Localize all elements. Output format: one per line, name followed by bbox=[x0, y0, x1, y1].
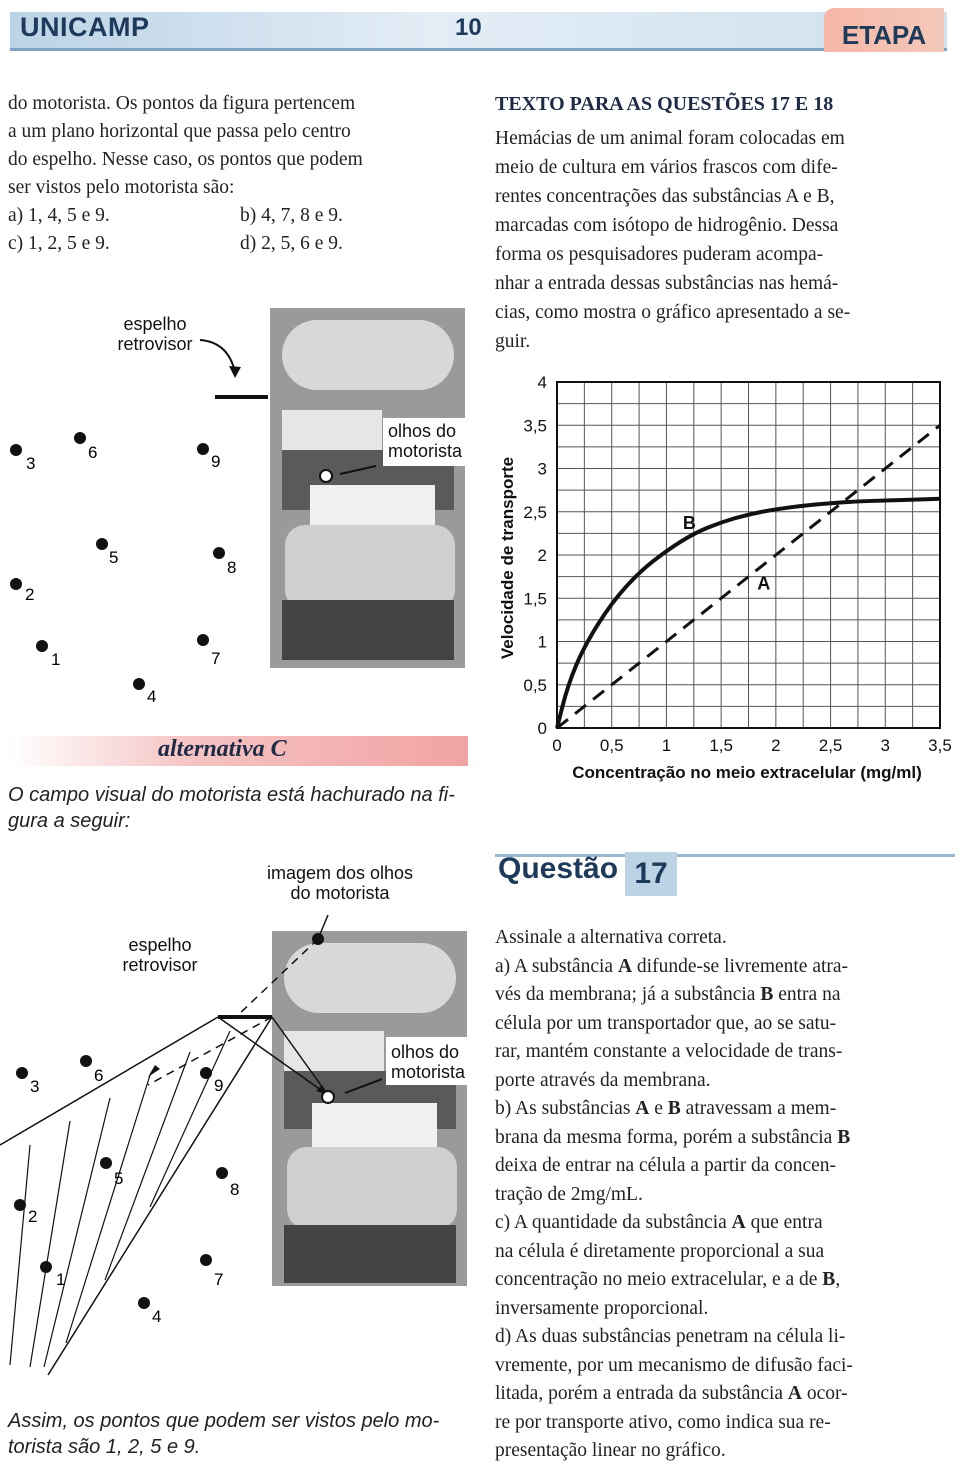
answer-banner-text: alternativa C bbox=[158, 736, 287, 762]
image-eyes-label: imagem dos olhos bbox=[266, 863, 414, 883]
x-tick-label: 0 bbox=[552, 736, 562, 755]
point-1 bbox=[36, 640, 48, 652]
y-tick-label: 2 bbox=[537, 546, 547, 565]
arrow-head bbox=[229, 366, 241, 378]
text-line: rentes concentrações das substâncias A e B, bbox=[495, 186, 835, 207]
text-line: Assim, os pontos que podem ser vistos pelo mo- bbox=[8, 1410, 440, 1432]
point-5 bbox=[96, 538, 108, 550]
header-left-title: UNICAMP bbox=[20, 12, 150, 42]
point-label: 8 bbox=[227, 558, 237, 577]
question-body bbox=[495, 924, 957, 1466]
text-line: a um plano horizontal que passa pelo centro bbox=[8, 121, 351, 142]
mirror-label: retrovisor bbox=[122, 955, 198, 975]
point-label: 7 bbox=[214, 1270, 224, 1289]
x-tick-label: 1,5 bbox=[709, 736, 733, 755]
point-3 bbox=[10, 444, 22, 456]
point-8 bbox=[213, 547, 225, 559]
x-axis-label: Concentração no meio extracelular (mg/ml) bbox=[572, 763, 922, 782]
y-tick-label: 1,5 bbox=[523, 589, 547, 609]
option-b: b) 4, 7, 8 e 9. bbox=[240, 205, 343, 226]
point-7 bbox=[197, 634, 209, 646]
section-title: TEXTO PARA AS QUESTÕES 17 E 18 bbox=[495, 93, 834, 115]
figure-car-mirror bbox=[0, 300, 475, 720]
point-label: 3 bbox=[26, 454, 36, 473]
text-line: guir. bbox=[495, 331, 531, 352]
eyes-label: motorista bbox=[388, 441, 463, 461]
point-7 bbox=[200, 1254, 212, 1266]
point-9 bbox=[197, 443, 209, 455]
text-line: O campo visual do motorista está hachurado na fi- bbox=[8, 784, 455, 806]
eyes-label: motorista bbox=[391, 1062, 466, 1082]
page-number: 10 bbox=[455, 14, 482, 41]
point-6 bbox=[80, 1055, 92, 1067]
points bbox=[14, 1055, 239, 1326]
x-tick-label: 3 bbox=[880, 736, 891, 755]
x-tick-label: 3,5 bbox=[928, 736, 952, 755]
point-label: 1 bbox=[56, 1270, 66, 1289]
hatching bbox=[10, 1031, 230, 1367]
text-line: ser vistos pelo motorista são: bbox=[8, 177, 235, 198]
y-axis-label: Velocidade de transporte bbox=[498, 456, 517, 660]
point-3 bbox=[16, 1067, 28, 1079]
point-2 bbox=[14, 1199, 26, 1211]
point-label: 4 bbox=[147, 687, 157, 706]
mirror-label: espelho bbox=[123, 314, 187, 334]
text-line: Hemácias de um animal foram colocadas em bbox=[495, 128, 845, 149]
option-a[interactable]: a) A substância A difunde-se livremente atra- vés da membrana; já a substância B entra na célula por um transportador que, ao se satu- rar, mantém constante a velocidade de trans- porte através da membrana. bbox=[495, 955, 849, 1091]
point-9 bbox=[200, 1067, 212, 1079]
point-label: 9 bbox=[214, 1076, 224, 1095]
question-number: 17 bbox=[625, 852, 677, 896]
point-4 bbox=[138, 1297, 150, 1309]
y-tick-label: 3 bbox=[537, 459, 547, 479]
point-label: 6 bbox=[88, 443, 98, 462]
series-label-B: B bbox=[682, 513, 696, 534]
text-line: cias, como mostra o gráfico apresentado a se- bbox=[495, 302, 851, 323]
point-6 bbox=[74, 432, 86, 444]
point-1 bbox=[40, 1261, 52, 1273]
option-d: d) 2, 5, 6 e 9. bbox=[240, 233, 343, 254]
image-eyes-label: do motorista bbox=[290, 883, 390, 903]
point-label: 1 bbox=[51, 650, 61, 669]
question-header bbox=[495, 848, 955, 900]
text-line: do espelho. Nesse caso, os pontos que podem bbox=[8, 149, 363, 170]
text-line: forma os pesquisadores puderam acompa- bbox=[495, 244, 824, 265]
option-d[interactable]: d) As duas substâncias penetram na célula li- vremente, por um mecanismo de difusão faci- litada, porém a entrada da substância A ocor- re por transporte ativo, como indica sua re- presentação linear no gráfico. bbox=[495, 1326, 853, 1461]
point-5 bbox=[100, 1157, 112, 1169]
chart-grid bbox=[557, 382, 940, 728]
page-header bbox=[10, 8, 947, 48]
point-label: 7 bbox=[211, 649, 221, 668]
text-line: do motorista. Os pontos da figura pertencem bbox=[8, 93, 356, 114]
eyes-label: olhos do bbox=[388, 421, 457, 441]
y-tick-label: 0 bbox=[537, 719, 547, 738]
point-8 bbox=[216, 1167, 228, 1179]
points bbox=[10, 432, 236, 706]
x-tick-label: 1 bbox=[661, 736, 672, 755]
y-tick-label: 1 bbox=[537, 632, 547, 652]
text-line: torista são 1, 2, 5 e 9. bbox=[8, 1436, 201, 1458]
text-line: gura a seguir: bbox=[8, 810, 131, 832]
text-line: marcadas com isótopo de hidrogênio. Dessa bbox=[495, 215, 839, 236]
option-a: a) 1, 4, 5 e 9. bbox=[8, 205, 110, 226]
passage bbox=[495, 90, 957, 356]
driver-eyes bbox=[320, 470, 332, 482]
driver-eyes bbox=[322, 1091, 334, 1103]
mirror-label: espelho bbox=[128, 935, 192, 955]
mirror-label: retrovisor bbox=[117, 334, 193, 354]
point-label: 8 bbox=[230, 1180, 240, 1199]
conclusion-text bbox=[8, 1408, 473, 1460]
series-label-A: A bbox=[757, 573, 771, 594]
point-label: 2 bbox=[28, 1207, 38, 1226]
point-label: 9 bbox=[211, 452, 221, 471]
point-label: 5 bbox=[109, 548, 119, 567]
question-prompt: Assinale a alternativa correta. bbox=[495, 927, 727, 948]
point-2 bbox=[10, 578, 22, 590]
left-intro bbox=[8, 90, 473, 258]
figure-visual-field bbox=[0, 855, 475, 1405]
y-tick-label: 4 bbox=[537, 373, 547, 392]
x-tick-label: 2,5 bbox=[818, 736, 843, 755]
transport-chart bbox=[490, 365, 960, 790]
y-tick-label: 3,5 bbox=[523, 416, 547, 436]
option-c[interactable]: c) A quantidade da substância A que entra na célula é diretamente proporcional a sua concentração no meio extracelular, e a de B, inversamente proporcional. bbox=[495, 1212, 841, 1319]
point-label: 4 bbox=[152, 1307, 162, 1326]
text-line: meio de cultura em vários frascos com dife- bbox=[495, 157, 838, 178]
car-image bbox=[270, 308, 465, 668]
eyes-label: olhos do bbox=[391, 1042, 460, 1062]
point-label: 3 bbox=[30, 1077, 40, 1096]
x-tick-labels bbox=[552, 736, 952, 755]
y-tick-labels bbox=[523, 373, 547, 738]
text-line: nhar a entrada dessas substâncias nas hemá- bbox=[495, 273, 839, 294]
x-tick-label: 2 bbox=[771, 736, 781, 755]
x-tick-label: 0,5 bbox=[599, 736, 624, 755]
question-label: Questão bbox=[498, 852, 619, 885]
answer-banner bbox=[8, 736, 468, 766]
header-right-title: ETAPA bbox=[824, 8, 944, 52]
car-image bbox=[272, 931, 467, 1286]
point-label: 6 bbox=[94, 1066, 104, 1085]
point-label: 5 bbox=[114, 1169, 124, 1188]
answer-text bbox=[8, 782, 473, 834]
option-c: c) 1, 2, 5 e 9. bbox=[8, 233, 110, 254]
option-b[interactable]: b) As substâncias A e B atravessam a mem- brana da mesma forma, porém a substância B deixa de entrar na célula a partir da concen- tração de 2mg/mL. bbox=[495, 1098, 851, 1205]
point-4 bbox=[133, 678, 145, 690]
point-label: 2 bbox=[25, 585, 35, 604]
y-tick-label: 0,5 bbox=[523, 675, 547, 695]
y-tick-label: 2,5 bbox=[523, 502, 547, 522]
